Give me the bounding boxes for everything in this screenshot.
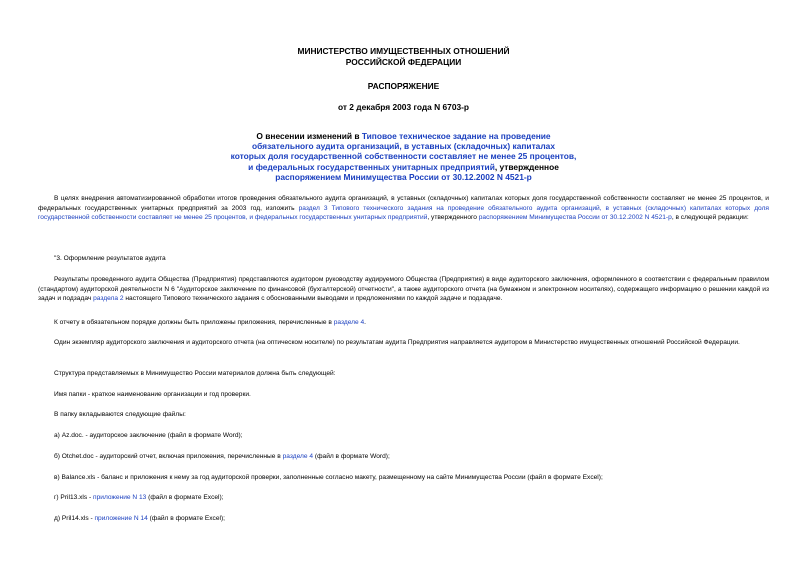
copy-paragraph: Один экземпляр аудиторского заключения и аудиторского отчета (на оптическом носителе) по результатам аудита Предприятия направляется аудитором в Министерство имущественных отношений Российской Федерации. [54, 339, 740, 346]
intro-link-order[interactable]: распоряжением Минимущества России от 30.12.2002 N 4521-р [478, 214, 672, 222]
section-heading: "3. Оформление результатов аудита [54, 255, 166, 262]
results-text-2: настоящего Типового технического задания с обоснованными выводами и предложениями по каждой задаче и подзадаче. [123, 295, 503, 303]
intro-text-3: , в следующей редакции: [671, 214, 749, 222]
document-title [150, 131, 657, 182]
intro-link-section3[interactable]: раздел 3 Типового технического задания на проведение обязательного аудита организаций, в уставных (складочных) капиталах которых доля государственной собственности составляет не менее 25 процентов, и федеральных государственных унитарных предприятий [38, 204, 769, 222]
title-link-template-line4[interactable]: и федеральных государственных унитарных предприятий [248, 161, 495, 172]
results-text: Результаты проведенного аудита Общества (Предприятия) представляются аудитором руководству аудируемого Общества (Предприятия) в виде аудиторского заключения, оформленного в соответствии с федеральным правилом (стандартом) аудиторской деятельности N 6 "Аудиторское заключение по финансовой (бухгалтерской) отчетности", а также аудиторского отчета (на бумажном и электронном носителях), содержащего информацию о решении каждой из задач и подзадач [38, 276, 769, 303]
title-prefix: О внесении изменений в [256, 131, 362, 141]
structure-paragraph: Структура представляемых в Минимущество России материалов должна быть следующей: [54, 370, 336, 377]
item-b-link-section4[interactable]: разделе 4 [282, 453, 314, 460]
title-link-template[interactable]: Типовое техническое задание на проведение [361, 131, 551, 141]
attachments-paragraph [38, 318, 769, 328]
document-date: от 2 декабря 2003 года N 6703-р [337, 102, 470, 112]
item-b-text-2: (файл в формате Word); [313, 453, 390, 460]
intro-paragraph [38, 194, 769, 223]
document-type: РАСПОРЯЖЕНИЕ [367, 81, 440, 91]
item-g-text-2: (файл в формате Excel); [146, 494, 224, 501]
list-item-a: а) Az.doc. - аудиторское заключение (файл в формате Word); [54, 432, 243, 439]
title-link-order[interactable]: распоряжением Минимущества России от 30.12.2002 N 4521-р [275, 171, 532, 182]
results-link-section2[interactable]: раздела 2 [93, 295, 124, 303]
title-link-template-line2[interactable]: обязательного аудита организаций, в уставных (складочных) капиталах [252, 141, 555, 152]
folder-paragraph: Имя папки - краткое наименование организации и год проверки. [54, 391, 251, 398]
item-d-text: д) Pril14.xls - [54, 515, 95, 522]
attachments-link-section4[interactable]: разделе 4 [333, 319, 365, 326]
list-item-b [38, 452, 769, 462]
attachments-text-2: . [364, 319, 367, 326]
list-item-d [38, 514, 769, 524]
list-item-v: в) Balance.xls - баланс и приложения к нему за год аудиторской проверки, заполненные согласно макету, размещенному на сайте Минимущества России (файл в формате Excel); [54, 474, 603, 481]
list-item-g [38, 493, 769, 503]
item-d-link-appendix14[interactable]: приложение N 14 [94, 515, 148, 522]
item-d-text-2: (файл в формате Excel); [147, 515, 225, 522]
ministry-name-line1: МИНИСТЕРСТВО ИМУЩЕСТВЕННЫХ ОТНОШЕНИЙ [297, 46, 510, 56]
item-g-link-appendix13[interactable]: приложение N 13 [93, 494, 147, 501]
intro-text: В целях внедрения автоматизированной обработки итогов проведения обязательного аудита организаций, в уставных (складочных) капиталах которых доля государственной собственности составляет не менее 25 процентов, и федеральных государственных унитарных предприятий за 2003 год, изложить [38, 195, 769, 212]
intro-text-2: , утвержденного [427, 214, 479, 222]
item-g-text: г) Pril13.xls - [54, 494, 94, 501]
attachments-text: К отчету в обязательном порядке должны быть приложены приложения, перечисленные в [54, 319, 334, 326]
title-suffix: , утвержденное [494, 161, 559, 172]
item-b-text: б) Otchet.doc - аудиторский отчет, включая приложения, перечисленные в [54, 453, 283, 460]
ministry-name-line2: РОССИЙСКОЙ ФЕДЕРАЦИИ [345, 57, 462, 67]
results-paragraph [38, 275, 769, 304]
title-link-template-line3[interactable]: которых доля государственной собственности составляет не менее 25 процентов, [230, 151, 577, 162]
files-paragraph: В папку вкладываются следующие файлы: [54, 411, 186, 418]
